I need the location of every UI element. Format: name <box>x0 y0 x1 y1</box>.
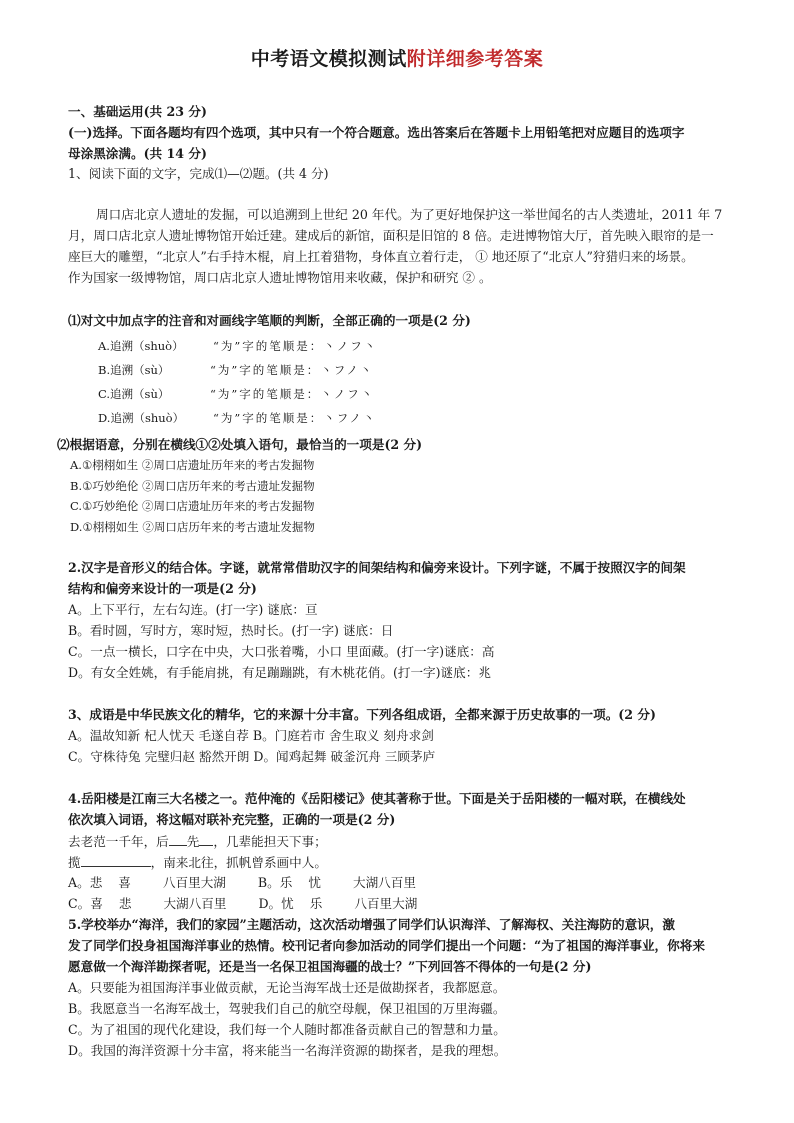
option-1-1-d-stroke: “为”字的笔顺是：丶フノ丶 <box>213 411 377 425</box>
option-1-2-d: D.①栩栩如生 ②周口店历年来的考古遗址发掘物 <box>70 520 315 534</box>
instructions-line-2: 母涂黑涂满。(共 14 分) <box>68 146 207 161</box>
couplet-2-part-c: ，南来北往，抓帆曾系画中人。 <box>150 855 327 870</box>
option-2-d: D。有女全姓姚，有手能肩挑，有足蹦蹦跳，有木桃花俏。(打一字)谜底：兆 <box>68 665 491 680</box>
passage-line-3: 座巨大的雕塑，“北京人”右手持木棍，肩上扛着猎物，身体直立着行走， ① 地还原了“北京人”狩猎归来的场景。 <box>68 249 694 264</box>
option-1-1-b-stroke: “为”字的笔顺是：丶フノ丶 <box>210 363 374 377</box>
option-2-a: A。上下平行，左右勾连。(打一字) 谜底：亘 <box>68 602 318 617</box>
couplet-1-part-b: 先 <box>186 834 200 849</box>
question-5-stem-line-2: 发了同学们投身祖国海洋事业的热情。校刊记者向参加活动的同学们提出一个问题：“为了祖国的海洋事业，你将来 <box>68 938 705 953</box>
question-5-stem-line-3: 愿意做一个海洋勘探者呢，还是当一名保卫祖国海疆的战士？”下列回答不得体的一句是(2 分) <box>68 959 592 974</box>
question-2-stem-line-2: 结构和偏旁来设计的一项是(2 分) <box>68 581 257 596</box>
option-3-ab: A。温故知新 杞人忧天 毛遂自荐 B。门庭若市 舍生取义 刻舟求剑 <box>68 728 434 743</box>
question-3-stem: 3、成语是中华民族文化的精华，它的来源十分丰富。下列各组成语，全都来源于历史故事的一项。(2 分) <box>68 707 656 722</box>
option-1-1-a-stroke: “为”字的笔顺是：丶ノフ丶 <box>213 339 378 353</box>
option-1-2-b: B.①巧妙绝伦 ②周口店历年来的考古遗址发掘物 <box>70 479 315 493</box>
option-5-c: C。为了祖国的现代化建设，我们每一个人随时都准备贡献自己的智慧和力量。 <box>68 1022 506 1037</box>
question-4-stem-line-2: 依次填入词语，将这幅对联补充完整，正确的一项是(2 分) <box>68 812 396 827</box>
question-1-2-stem: ⑵根据语意，分别在横线①②处填入语句，最恰当的一项是(2 分) <box>57 437 423 452</box>
option-1-1-a-word: A.追溯（shuò） <box>98 339 184 353</box>
question-1-1-stem: ⑴对文中加点字的注音和对画线字笔顺的判断，全部正确的一项是(2 分) <box>68 313 471 328</box>
option-2-c: C。一点一横长，口字在中央，大口张着嘴，小口 里面藏。(打一字)谜底：高 <box>68 644 495 659</box>
option-5-a: A。只要能为祖国海洋事业做贡献，无论当海军战士还是做勘探者，我都愿意。 <box>68 980 506 995</box>
page-title <box>0 44 794 71</box>
option-4-cd: C。喜 悲 大湖八百里 D。忧 乐 八百里大湖 <box>68 896 418 911</box>
section-heading: 一、基础运用(共 23 分) <box>68 104 207 119</box>
option-1-1-c-word: C.追溯（sù） <box>98 387 170 401</box>
option-1-2-c: C.①巧妙绝伦 ②周口店遗址历年来的考古发掘物 <box>70 499 315 513</box>
question-4-stem-line-1: 4.岳阳楼是江南三大名楼之一。范仲淹的《岳阳楼记》使其著称于世。下面是关于岳阳楼的一幅对联，在横线处 <box>68 791 686 806</box>
question-2-stem-line-1: 2.汉字是音形义的结合体。字谜，就常常借助汉字的间架结构和偏旁来设计。下列字谜，不属于按照汉字的间架 <box>68 560 686 575</box>
couplet-1-part-c: ，几辈能担天下事； <box>213 834 327 849</box>
option-4-ab: A。悲 喜 八百里大湖 B。乐 忧 大湖八百里 <box>68 875 416 890</box>
question-5-stem-line-1: 5.学校举办“海洋，我们的家园”主题活动，这次活动增强了同学们认识海洋、了解海权、关注海防的意识，激 <box>68 917 675 932</box>
title-answer-tag: 附详细参考答案 <box>406 48 544 70</box>
couplet-2-part-a: 揽 <box>68 855 81 870</box>
couplet-1-part-a: 去老范一千年，后 <box>68 834 169 849</box>
couplet-blank-2 <box>199 833 213 846</box>
option-1-1-c-stroke: “为”字的笔顺是：丶ノフ丶 <box>210 387 375 401</box>
option-2-b: B。看时圆，写时方，寒时短，热时长。(打一字) 谜底：日 <box>68 623 394 638</box>
option-3-cd: C。守株待兔 完璧归赵 豁然开朗 D。闻鸡起舞 破釜沉舟 三顾茅庐 <box>68 749 436 764</box>
couplet-blank-3 <box>81 854 151 867</box>
couplet-line-2 <box>68 854 327 871</box>
passage-line-1: 周口店北京人遗址的发掘，可以追溯到上世纪 20 年代。为了更好地保护这一举世闻名的古人类遗址，2011 年 7 <box>96 207 723 222</box>
option-1-1-d-word: D.追溯（shuò） <box>98 411 185 425</box>
option-5-b: B。我愿意当一名海军战士，驾驶我们自己的航空母舰，保卫祖国的万里海疆。 <box>68 1001 506 1016</box>
passage-line-4: 作为国家一级博物馆，周口店北京人遗址博物馆用来收藏，保护和研究 ② 。 <box>68 270 492 285</box>
couplet-line-1 <box>68 833 327 850</box>
option-1-2-a: A.①栩栩如生 ②周口店遗址历年来的考古发掘物 <box>70 458 315 472</box>
option-5-d: D。我国的海洋资源十分丰富，将来能当一名海洋资源的勘探者，是我的理想。 <box>68 1043 507 1058</box>
passage-line-2: 月，周口店北京人遗址博物馆开始迁建。建成后的新馆，面积是旧馆的 8 倍。走进博物馆大厅，首先映入眼帘的是一 <box>68 228 714 243</box>
instructions-line-1: (一)选择。下面各题均有四个选项，其中只有一个符合题意。选出答案后在答题卡上用铅笔把对应题目的选项字 <box>68 125 685 140</box>
title-main: 中考语文模拟测试 <box>250 48 407 70</box>
option-1-1-b-word: B.追溯（sù） <box>98 363 170 377</box>
question-1-intro: 1、阅读下面的文字，完成⑴—⑵题。(共 4 分) <box>68 166 329 181</box>
couplet-blank-1 <box>169 833 187 846</box>
